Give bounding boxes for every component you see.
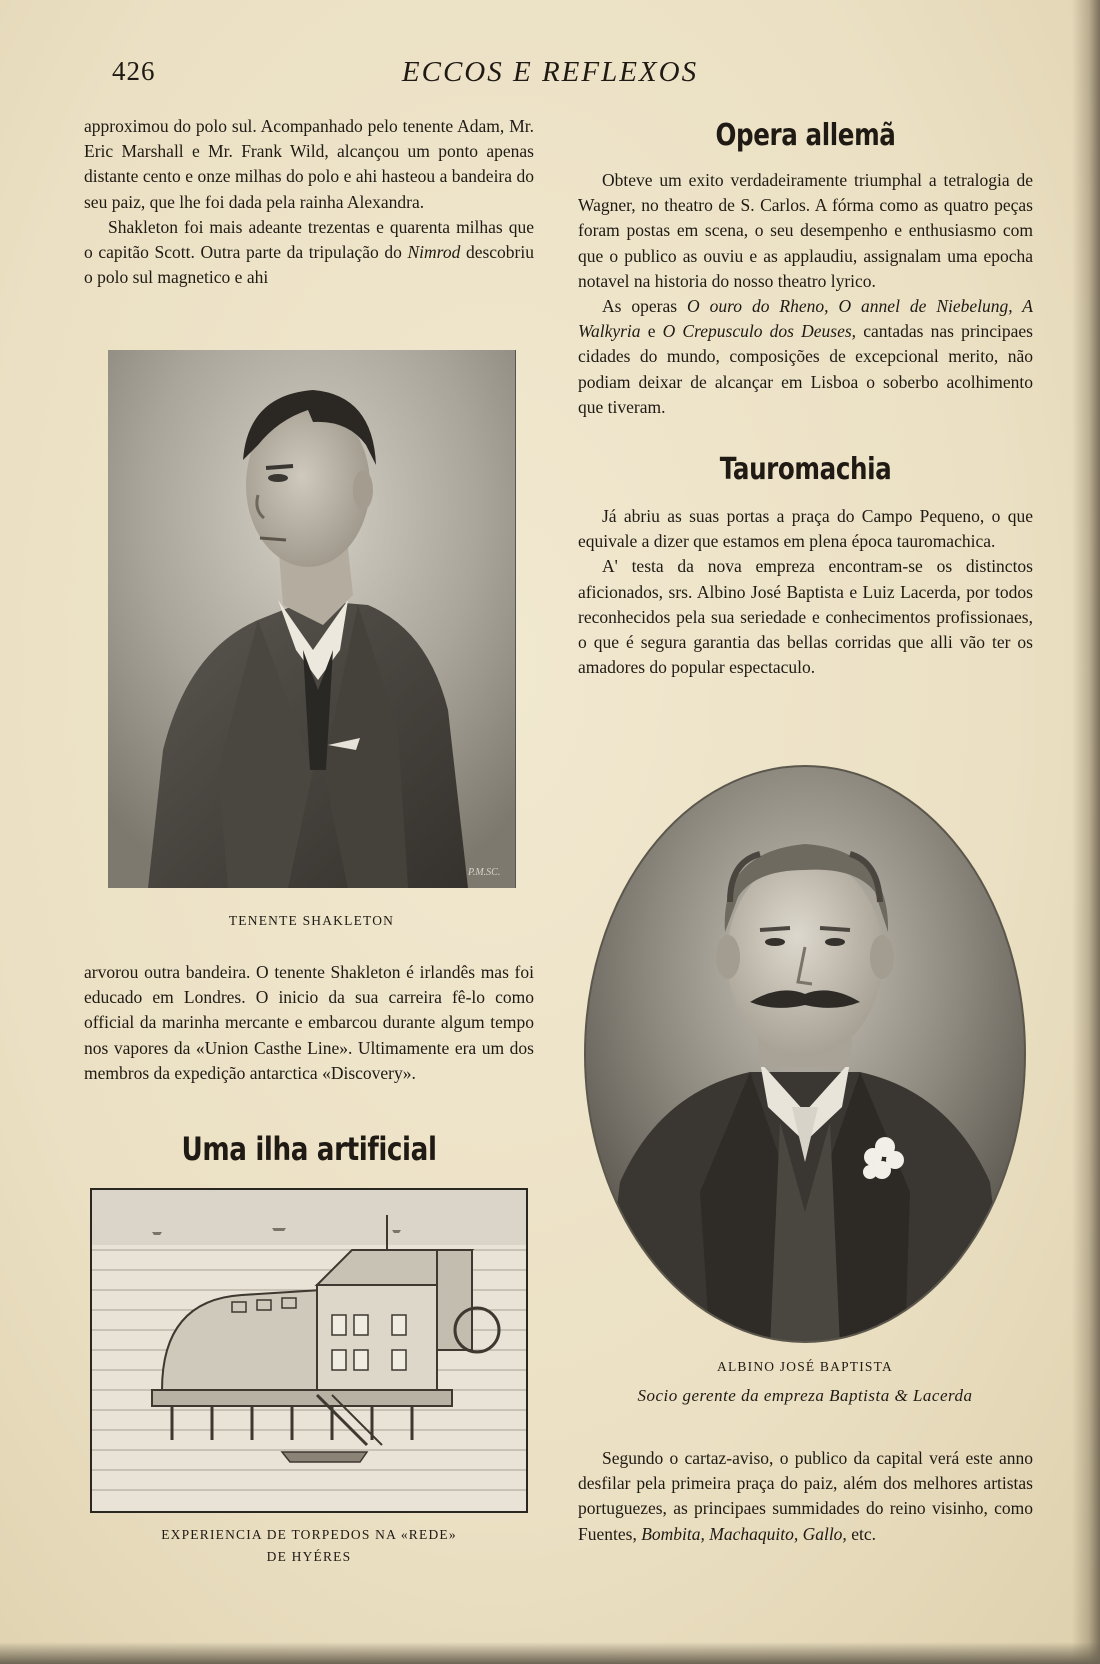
photo-shakleton — [108, 350, 516, 888]
portrait-caption-baptista: ALBINO JOSÉ BAPTISTA — [717, 1359, 893, 1374]
shakleton-portrait-image — [108, 350, 515, 888]
illustration-artificial-island — [90, 1188, 528, 1513]
section-heading-ilha: Uma ilha artificial — [181, 1130, 437, 1168]
paragraph-tauro-opening: Já abriu as suas portas a praça do Campo Pequeno, o que equivale a dizer que estamos em plena época tauromachica. — [578, 506, 1033, 552]
section-heading-opera: Opera allemã — [715, 118, 896, 153]
page-edge-shadow-right — [1072, 0, 1100, 1664]
illustration-caption — [90, 1524, 528, 1568]
photo-albino-jose-baptista — [580, 762, 1030, 1347]
right-column-opera-text — [578, 168, 1033, 420]
illustration-caption-line1: EXPERIENCIA DE TORPEDOS NA «REDE» — [161, 1527, 457, 1542]
left-column-top-text — [84, 114, 534, 290]
photo-caption-shakleton: TENENTE SHAKLETON — [228, 913, 395, 928]
paragraph-shakleton-career: arvorou outra bandeira. O tenente Shakleton é irlandês mas foi educado em Londres. O inicio da sua carreira fê-lo como official da marinha mercante e embarcou durante algum tempo nos vapores da «Union Casthe Line». Ultimamente era um dos membros da expedição antarctica «Discovery». — [84, 962, 534, 1083]
bullfighter-names: Bombita, Machaquito, Gallo, — [641, 1523, 847, 1544]
photo-signature: P.M.SC. — [468, 867, 501, 878]
opera-titles: O ouro do Rheno, O annel de Niebelung, A Walkyria — [578, 296, 1033, 342]
baptista-portrait-image — [580, 762, 1030, 1347]
paragraph-opera-wagner: Obteve um exito verdadeiramente triumphal a tetralogia de Wagner, no theatro de S. Carlos. A fórma como as quatro peças foram postas em scena, o seu desempenho e enthusiasmo com que o publico as ouviu e as applaudiu, assignalam uma epocha notavel na historia do nosso theatro lyrico. — [578, 170, 1033, 291]
section-heading-tauromachia: Tauromachia — [719, 452, 892, 487]
paragraph-shakleton-scott: Shakleton foi mais adeante trezentas e quarenta milhas que o capitão Scott. Outra parte da tripulação do Nimrod descobriu o polo sul magnetico e ahi — [84, 216, 534, 288]
right-column-final-text — [578, 1446, 1033, 1547]
illustration-caption-line2: DE HYÉRES — [266, 1549, 352, 1564]
paragraph-shakleton-pole: approximou do polo sul. Acompanhado pelo tenente Adam, Mr. Eric Marshall e Mr. Frank Wild, alcançou um ponto apenas distante cento e onze milhas do polo e ahi hasteou a bandeira do seu paiz, que lhe foi dada pela rainha Alexandra. — [84, 116, 534, 212]
paragraph-opera-works: As operas O ouro do Rheno, O annel de Niebelung, A Walkyria e O Crepusculo dos Deuses, cantadas nas principaes cidades do mundo, composições de excepcional merito, não podiam deixar de alcançar em Lisboa o soberbo acolhimento que tiveram. — [578, 296, 1033, 417]
running-title: ECCOS E REFLEXOS — [401, 56, 699, 88]
page-number: 426 — [112, 56, 156, 86]
paragraph-cartaz-aviso: Segundo o cartaz-aviso, o publico da capital verá este anno desfilar pela primeira praça do paiz, além dos melhores artistas portuguezes, as principaes summidades do reino visinho, como Fuentes, Bombita, Machaquito, Gallo, etc. — [578, 1448, 1033, 1544]
ship-name-nimrod: Nimrod — [407, 242, 461, 263]
paragraph-tauro-empreza: A' testa da nova empreza encontram-se os distinctos aficionados, srs. Albino José Baptista e Luiz Lacerda, por todos reconhecidos pela sua seriedade e conhecimentos profissionaes, o que é segura garantia das bellas corridas que alli vão ter os amadores do popular espectaculo. — [578, 556, 1033, 678]
page-edge-shadow-bottom — [0, 1642, 1100, 1664]
right-column-tauro-text — [578, 504, 1033, 680]
left-column-after-photo — [84, 960, 534, 1086]
portrait-subcaption-baptista: Socio gerente da empreza Baptista & Lacerda — [637, 1386, 973, 1405]
island-illustration-image — [92, 1190, 526, 1511]
opera-title-crepusculo: O Crepusculo dos Deuses, — [662, 321, 857, 342]
